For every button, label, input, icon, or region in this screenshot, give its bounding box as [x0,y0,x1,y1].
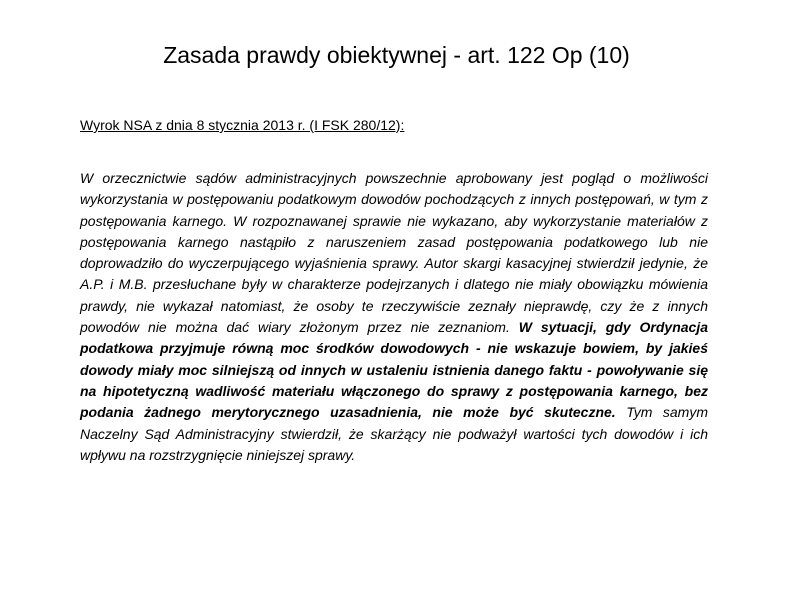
slide-title: Zasada prawdy obiektywnej - art. 122 Op (10) [163,42,630,68]
paragraph-closing: Tym samym Naczelny Sąd Administracyjny stwierdził, że skarżący nie podważył wartości tych dowodów i ich wpływu na rozstrzygnięcie niniejszej sprawy. [80,404,708,463]
judgment-paragraph [80,168,708,466]
paragraph-emphasis: W sytuacji, gdy Ordynacja podatkowa przyjmuje równą moc środków dowodowych - nie wskazuje bowiem, by jakieś dowody miały moc silniejszą od innych w ustaleniu istnienia danego faktu - powoływanie się na hipotetyczną wadliwość materiału włączonego do sprawy z postępowania karnego, bez podania żadnego merytorycznego uzasadnienia, nie może być skuteczne. [80,319,709,421]
paragraph-intro: W orzecznictwie sądów administracyjnych powszechnie aprobowany jest pogląd o możliwości wykorzystania w postępowaniu podatkowym dowodów pochodzących z innych postępowań, w tym z postępowania karnego. W rozpoznawanej sprawie nie wykazano, aby wykorzystanie materiałów z postępowania karnego nastąpiło z naruszeniem zasad postępowania podatkowego lub nie doprowadziło do wyczerpującego wyjaśnienia sprawy. Autor skargi kasacyjnej stwierdził jedynie, że A.P. i M.B. przesłuchane były w charakterze podejrzanych i dlatego nie miały obowiązku mówienia prawdy, nie wykazał natomiast, że osoby te rzeczywiście zeznały nieprawdę, czy że z innych powodów nie można dać wiary złożonym przez nie zeznaniom. [80,170,708,336]
judgment-citation: Wyrok NSA z dnia 8 stycznia 2013 r. (I FSK 280/12): [80,117,405,133]
